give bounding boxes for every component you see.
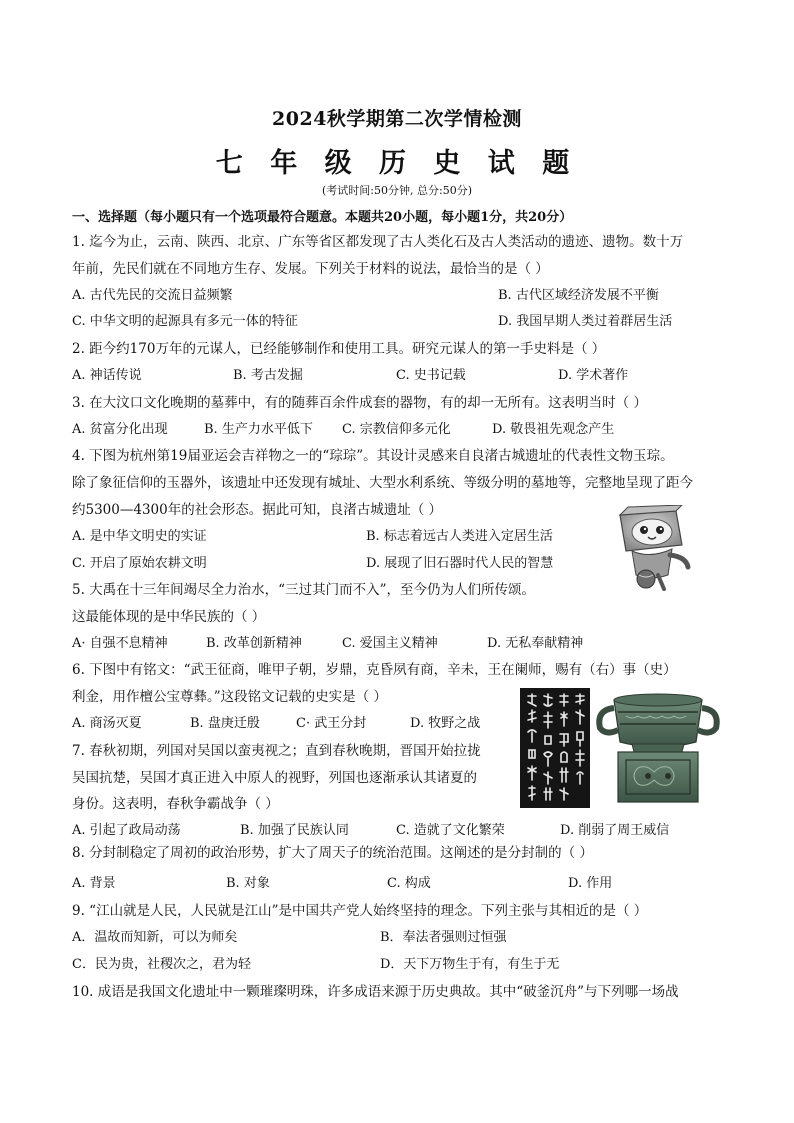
question-9-stem: 9. “江山就是人民，人民就是江山”是中国共产党人始终坚持的理念。下列主张与其相近的是（ ） <box>72 903 648 919</box>
bronze-gui-vessel-icon <box>592 690 724 806</box>
exam-note: (考试时间:50分钟, 总分:50分) <box>322 184 472 197</box>
question-7-option-a: A. 引起了政局动荡 <box>72 823 181 838</box>
question-6-option-b: B. 盘庚迁殷 <box>190 716 260 731</box>
exam-title: 2024秋学期第二次学情检测 <box>272 108 522 130</box>
question-8-option-c: C. 构成 <box>387 876 431 891</box>
bronze-inscription-rubbing <box>520 688 590 808</box>
question-4-option-b: B. 标志着远古人类进入定居生活 <box>366 529 553 544</box>
question-4-option-a: A. 是中华文明史的实证 <box>72 529 207 544</box>
question-6-stem-line2: 利金，用作檀公宝尊彝。”这段铭文记载的史实是（ ） <box>72 689 387 705</box>
question-2-option-d: D. 学术著作 <box>558 368 629 383</box>
question-1-option-d: D. 我国早期人类过着群居生活 <box>498 314 673 329</box>
question-2-option-a: A. 神话传说 <box>72 368 142 383</box>
question-5-option-b: B. 改革创新精神 <box>206 636 302 651</box>
question-4-stem-line3: 约5300—4300年的社会形态。据此可知，良渚古城遗址（ ） <box>72 502 443 518</box>
question-7-option-d: D. 削弱了周王威信 <box>560 823 670 838</box>
section-heading: 一、选择题（每小题只有一个选项最符合题意。本题共20小题，每小题1分，共20分） <box>72 210 573 225</box>
question-1-option-c: C. 中华文明的起源具有多元一体的特征 <box>72 314 298 329</box>
question-7-stem-line3: 身份。这表明，春秋争霸战争（ ） <box>72 796 279 812</box>
question-8-option-b: B. 对象 <box>226 876 270 891</box>
question-7-stem-line1: 7. 春秋初期，列国对吴国以蛮夷视之；直到春秋晚期，晋国开始拉拢 <box>72 743 481 759</box>
question-9-option-b: B．奉法者强则过恒强 <box>380 930 507 945</box>
question-1-option-a: A. 古代先民的交流日益频繁 <box>72 288 233 303</box>
question-2-option-b: B. 考古发掘 <box>233 368 303 383</box>
question-3-option-d: D. 敬畏祖先观念产生 <box>492 422 615 437</box>
question-7-option-c: C. 造就了文化繁荣 <box>396 823 505 838</box>
question-5-option-d: D. 无私奉献精神 <box>487 636 584 651</box>
question-5-option-c: C. 爱国主义精神 <box>342 636 438 651</box>
question-8-option-a: A. 背景 <box>72 876 116 891</box>
question-3-option-a: A. 贫富分化出现 <box>72 422 168 437</box>
exam-subject: 七 年 级 历 史 试 题 <box>215 148 579 179</box>
question-10-stem: 10. 成语是我国文化遗址中一颗璀璨明珠，许多成语来源于历史典故。其中“破釜沉舟”与下列哪一场战 <box>72 984 679 1000</box>
question-8-stem: 8. 分封制稳定了周初的政治形势，扩大了周天子的统治范围。这阐述的是分封制的（ ） <box>72 845 593 861</box>
question-3-option-c: C. 宗教信仰多元化 <box>342 422 451 437</box>
question-7-option-b: B. 加强了民族认同 <box>240 823 349 838</box>
question-1-option-b: B. 古代区域经济发展不平衡 <box>498 288 659 303</box>
question-8-option-d: D. 作用 <box>568 876 613 891</box>
question-6-option-c: C· 武王分封 <box>296 716 367 731</box>
question-3-option-b: B. 生产力水平低下 <box>204 422 313 437</box>
question-6-stem-line1: 6. 下图中有铭文：“武王征商，唯甲子朝，岁鼎，克昏夙有商，辛未，王在阑师，赐有（右）事（史） <box>72 662 677 678</box>
question-2-option-c: C. 史书记载 <box>396 368 466 383</box>
question-6-option-a: A. 商汤灭夏 <box>72 716 142 731</box>
question-4-stem-line2: 除了象征信仰的玉器外，该遗址中还发现有城址、大型水利系统、等级分明的墓地等，完整地呈现了距今 <box>72 475 693 491</box>
cong-cong-mascot-icon <box>606 505 692 591</box>
question-1-stem-line2: 年前，先民们就在不同地方生存、发展。下列关于材料的说法，最恰当的是（ ） <box>72 261 549 277</box>
question-4-stem-line1: 4. 下图为杭州第19届亚运会吉祥物之一的“琮琮”。其设计灵感来自良渚古城遗址的代表性文物玉琮。 <box>72 448 674 464</box>
question-6-option-d: D. 牧野之战 <box>410 716 481 731</box>
question-2-stem: 2. 距今约170万年的元谋人，已经能够制作和使用工具。研究元谋人的第一手史料是（ ） <box>72 341 606 357</box>
question-4-option-c: C. 开启了原始农耕文明 <box>72 556 207 571</box>
question-9-option-d: D．天下万物生于有，有生于无 <box>380 957 560 972</box>
question-5-stem-line2: 这最能体现的是中华民族的（ ） <box>72 609 266 625</box>
question-5-stem-line1: 5. 大禹在十三年间竭尽全力治水，“三过其门而不入”，至今仍为人们所传颂。 <box>72 582 535 598</box>
question-7-stem-line2: 吴国抗楚，吴国才真正进入中原人的视野，列国也逐渐承认其诸夏的 <box>72 770 477 786</box>
question-5-option-a: A· 自强不息精神 <box>72 636 168 651</box>
question-3-stem: 3. 在大汶口文化晚期的墓葬中，有的随葬百余件成套的器物，有的却一无所有。这表明当时（ ） <box>72 395 647 411</box>
question-9-option-a: A．温故而知新，可以为师矣 <box>72 930 238 945</box>
question-1-stem-line1: 1. 迄今为止，云南、陕西、北京、广东等省区都发现了古人类化石及古人类活动的遗迹、遗物。数十万 <box>72 234 684 250</box>
question-9-option-c: C．民为贵，社稷次之，君为轻 <box>72 957 251 972</box>
question-4-option-d: D. 展现了旧石器时代人民的智慧 <box>366 556 554 571</box>
